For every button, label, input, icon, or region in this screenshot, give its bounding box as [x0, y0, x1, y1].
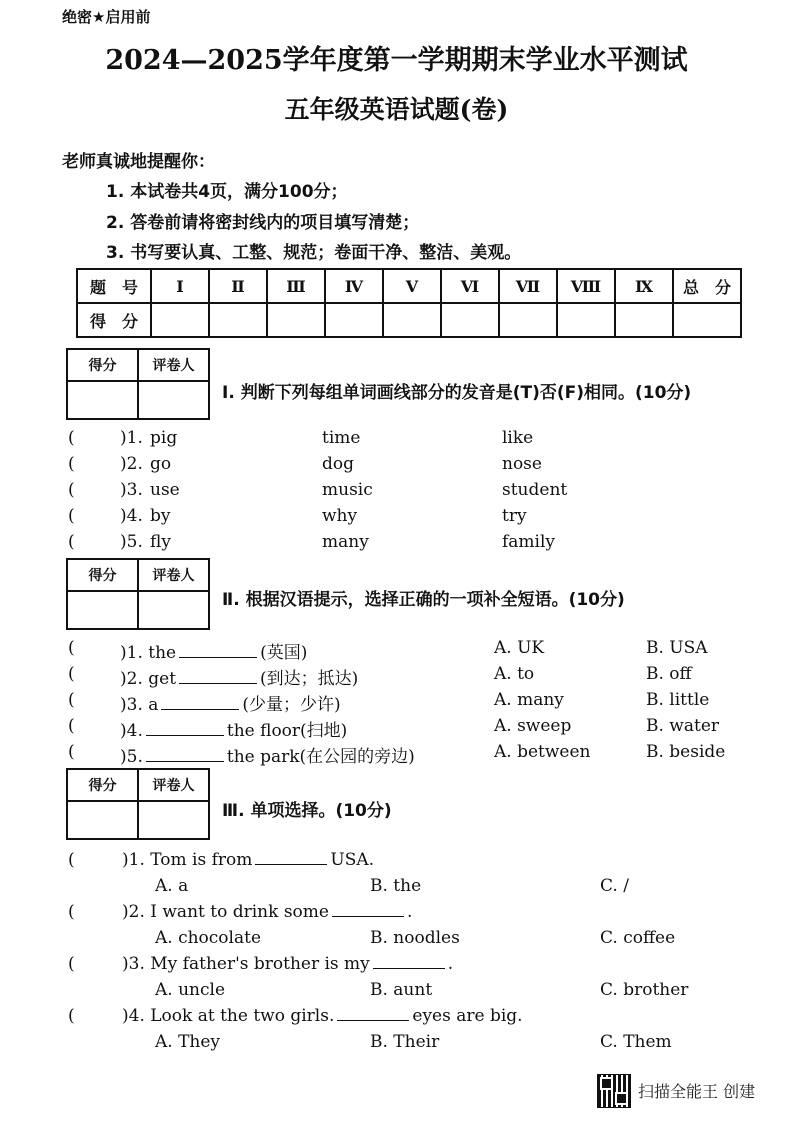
- option-a[interactable]: A. many: [494, 690, 564, 710]
- score-table: [76, 268, 742, 338]
- word-3: like: [502, 428, 534, 448]
- answer-paren[interactable]: (: [68, 638, 75, 658]
- question-number: )3.: [122, 954, 145, 974]
- answer-paren[interactable]: (: [68, 716, 75, 736]
- question-stem: [122, 1006, 523, 1026]
- section-2-title: Ⅱ. 根据汉语提示，选择正确的一项补全短语。(10分): [222, 590, 625, 610]
- question-number: )1.: [120, 428, 143, 448]
- score-cell[interactable]: [267, 303, 325, 337]
- question-number: )1.: [120, 643, 143, 663]
- exam-title: 2024—2025学年度第一学期期末学业水平测试: [105, 45, 688, 76]
- word-3: family: [502, 532, 556, 552]
- note-item: 2. 答卷前请将密封线内的项目填写清楚；: [106, 213, 420, 233]
- score-table-row-label: 得 分: [77, 303, 151, 337]
- grader-score-cell[interactable]: [67, 801, 138, 839]
- score-cell[interactable]: [557, 303, 615, 337]
- word-1: by: [150, 506, 171, 526]
- answer-paren[interactable]: (: [68, 850, 75, 870]
- grader-name-cell[interactable]: [138, 591, 209, 629]
- grader-name-label: 评卷人: [138, 769, 209, 801]
- score-cell[interactable]: [499, 303, 557, 337]
- question-number: )5.: [120, 747, 143, 767]
- score-table-header: Ⅳ: [325, 269, 383, 303]
- answer-paren[interactable]: (: [68, 506, 75, 526]
- score-cell[interactable]: [383, 303, 441, 337]
- word-1: fly: [150, 532, 171, 552]
- option-b[interactable]: B. USA: [646, 638, 708, 658]
- stem-text-end: eyes are big.: [412, 1006, 523, 1026]
- phrase-suffix: the park(在公园的旁边): [226, 747, 415, 767]
- confidential-mark: 绝密★启用前: [62, 8, 151, 26]
- word-1: use: [150, 480, 180, 500]
- question-number: )2.: [120, 454, 143, 474]
- answer-blank[interactable]: [146, 760, 224, 762]
- stem-text-end: .: [447, 954, 454, 974]
- stem-text-end: USA.: [330, 850, 375, 870]
- answer-paren[interactable]: (: [68, 480, 75, 500]
- option-c[interactable]: C. /: [600, 876, 629, 896]
- question-number: )1.: [122, 850, 145, 870]
- word-3: try: [502, 506, 527, 526]
- score-table-header: Ⅴ: [383, 269, 441, 303]
- score-cell[interactable]: [151, 303, 209, 337]
- grader-score-label: 得分: [67, 769, 138, 801]
- score-table-header: Ⅶ: [499, 269, 557, 303]
- section-3-title: Ⅲ. 单项选择。(10分): [222, 801, 392, 821]
- score-table-header: Ⅷ: [557, 269, 615, 303]
- qr-code-icon: [597, 1074, 631, 1108]
- answer-paren[interactable]: (: [68, 690, 75, 710]
- option-b[interactable]: B. aunt: [370, 980, 433, 1000]
- question-stem: [122, 954, 453, 974]
- question-number: )3.: [120, 480, 143, 500]
- question-number: )4.: [122, 1006, 145, 1026]
- phrase-stem: [120, 664, 358, 689]
- score-cell[interactable]: [441, 303, 499, 337]
- option-a[interactable]: A. between: [494, 742, 591, 762]
- word-2: time: [322, 428, 361, 448]
- phrase-prefix: a: [148, 695, 159, 715]
- answer-paren[interactable]: (: [68, 902, 75, 922]
- phrase-stem: [120, 716, 347, 741]
- answer-blank[interactable]: [337, 1019, 409, 1021]
- answer-blank[interactable]: [179, 682, 257, 684]
- question-number: )3.: [120, 695, 143, 715]
- question-number: )4.: [120, 721, 143, 741]
- question-number: )4.: [120, 506, 143, 526]
- stem-text: Tom is from: [150, 850, 253, 870]
- score-table-row-label: 题 号: [77, 269, 151, 303]
- score-cell[interactable]: [209, 303, 267, 337]
- answer-blank[interactable]: [373, 967, 445, 969]
- score-table-header: Ⅸ: [615, 269, 673, 303]
- option-b[interactable]: B. off: [646, 664, 692, 684]
- grader-box: [66, 558, 210, 630]
- answer-paren[interactable]: (: [68, 1006, 75, 1026]
- phrase-suffix: (到达；抵达): [260, 669, 359, 689]
- option-a[interactable]: A. to: [494, 664, 535, 684]
- question-stem: [122, 850, 374, 870]
- question-number: )5.: [120, 532, 143, 552]
- word-1: go: [150, 454, 172, 474]
- grader-score-cell[interactable]: [67, 591, 138, 629]
- answer-blank[interactable]: [146, 734, 224, 736]
- word-2: many: [322, 532, 369, 552]
- phrase-prefix: get: [148, 669, 177, 689]
- option-c[interactable]: C. Them: [600, 1032, 672, 1052]
- option-b[interactable]: B. little: [646, 690, 710, 710]
- answer-paren[interactable]: (: [68, 428, 75, 448]
- grader-score-cell[interactable]: [67, 381, 138, 419]
- grader-score-label: 得分: [67, 349, 138, 381]
- note-item: 1. 本试卷共4页，满分100分；: [106, 182, 348, 202]
- grader-name-label: 评卷人: [138, 559, 209, 591]
- option-a[interactable]: A. sweep: [494, 716, 572, 736]
- option-a[interactable]: A. UK: [494, 638, 545, 658]
- question-number: )2.: [122, 902, 145, 922]
- notes-heading: 老师真诚地提醒你：: [62, 152, 215, 172]
- note-item: 3. 书写要认真、工整、规范；卷面干净、整洁、美观。: [106, 243, 522, 263]
- phrase-suffix: (少量；少许): [242, 695, 341, 715]
- option-b[interactable]: B. Their: [370, 1032, 440, 1052]
- answer-paren[interactable]: (: [68, 532, 75, 552]
- grader-name-label: 评卷人: [138, 349, 209, 381]
- option-c[interactable]: C. brother: [600, 980, 689, 1000]
- section-1-title: Ⅰ. 判断下列每组单词画线部分的发音是(T)否(F)相同。(10分): [222, 383, 692, 403]
- stem-text-end: .: [406, 902, 413, 922]
- word-3: nose: [502, 454, 542, 474]
- watermark-text: 扫描全能王 创建: [638, 1082, 756, 1101]
- phrase-stem: [120, 690, 341, 715]
- score-table-header: Ⅱ: [209, 269, 267, 303]
- answer-blank[interactable]: [332, 915, 404, 917]
- answer-paren[interactable]: (: [68, 742, 75, 762]
- option-b[interactable]: B. noodles: [370, 928, 460, 948]
- score-table-header: 总 分: [673, 269, 741, 303]
- option-b[interactable]: B. beside: [646, 742, 726, 762]
- word-3: student: [502, 480, 568, 500]
- option-a[interactable]: A. a: [155, 876, 189, 896]
- word-2: dog: [322, 454, 354, 474]
- score-table-header: Ⅲ: [267, 269, 325, 303]
- answer-paren[interactable]: (: [68, 454, 75, 474]
- answer-blank[interactable]: [161, 708, 239, 710]
- option-a[interactable]: A. uncle: [155, 980, 226, 1000]
- phrase-stem: [120, 638, 307, 663]
- score-cell[interactable]: [325, 303, 383, 337]
- option-a[interactable]: A. They: [155, 1032, 221, 1052]
- stem-text: I want to drink some: [150, 902, 329, 922]
- answer-blank[interactable]: [255, 863, 327, 865]
- stem-text: Look at the two girls.: [150, 1006, 335, 1026]
- answer-paren[interactable]: (: [68, 954, 75, 974]
- question-number: )2.: [120, 669, 143, 689]
- grader-name-cell[interactable]: [138, 801, 209, 839]
- option-b[interactable]: B. water: [646, 716, 720, 736]
- phrase-suffix: (英国): [260, 643, 308, 663]
- score-table-header: Ⅵ: [441, 269, 499, 303]
- phrase-prefix: the: [148, 643, 177, 663]
- score-table-header: I: [151, 269, 209, 303]
- phrase-suffix: the floor(扫地): [226, 721, 348, 741]
- grader-name-cell[interactable]: [138, 381, 209, 419]
- stem-text: My father's brother is my: [150, 954, 370, 974]
- question-stem: [122, 902, 412, 922]
- grader-score-label: 得分: [67, 559, 138, 591]
- answer-blank[interactable]: [179, 656, 257, 658]
- option-c[interactable]: C. coffee: [600, 928, 676, 948]
- score-cell[interactable]: [615, 303, 673, 337]
- word-2: music: [322, 480, 373, 500]
- word-2: why: [322, 506, 358, 526]
- score-cell[interactable]: [673, 303, 741, 337]
- phrase-stem: [120, 742, 415, 767]
- answer-paren[interactable]: (: [68, 664, 75, 684]
- grader-box: [66, 768, 210, 840]
- option-b[interactable]: B. the: [370, 876, 422, 896]
- exam-subtitle: 五年级英语试题(卷): [284, 95, 509, 124]
- option-a[interactable]: A. chocolate: [155, 928, 262, 948]
- grader-box: [66, 348, 210, 420]
- word-1: pig: [150, 428, 178, 448]
